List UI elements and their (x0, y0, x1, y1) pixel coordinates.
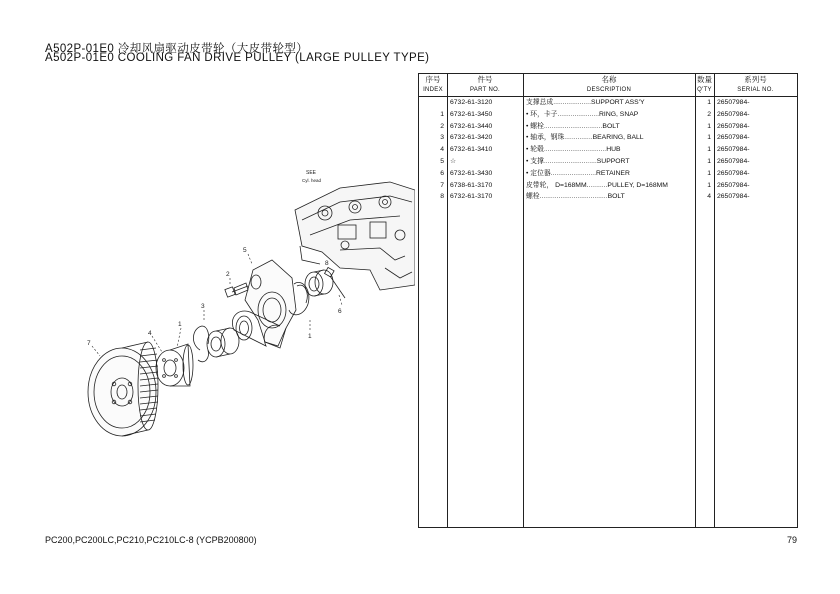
table-row: 5 ☆ • 支撑............................SUPPORT 1 26507984- (440, 158, 750, 165)
snap-ring-part-1-left (193, 326, 208, 362)
table-row: 8 6732-61-3170 螺栓....................................BOLT 4 26507984- (440, 193, 750, 201)
retainer-part-6 (305, 270, 333, 296)
page-title-en: A502P-01E0 COOLING FAN DRIVE PULLEY (LARGE PULLEY TYPE) (45, 52, 430, 64)
bearing-part-3 (207, 328, 239, 357)
table-row: 4 6732-61-3410 • 轮毂.................................HUB 1 26507984- (440, 146, 750, 154)
callout-1-right: 1 (308, 333, 312, 340)
callout-8: 8 (325, 260, 329, 267)
callout-1-left: 1 (178, 321, 182, 328)
column-header-part-no: 件号 PART NO. (469, 75, 501, 93)
callout-2: 2 (226, 271, 230, 278)
column-header-qty: 数量 Q'TY (697, 75, 712, 93)
table-row: 2 6732-61-3440 • 螺栓...............................BOLT 1 26507984- (440, 122, 750, 130)
bolt-part-2 (225, 283, 248, 297)
column-header-description: 名称 DESCRIPTION (586, 75, 632, 93)
leader-lines (92, 254, 342, 356)
table-row: 6732-61-3120 支撑总成....................SUPPORT ASS'Y 1 26507984- (450, 99, 750, 106)
table-row: 3 6732-61-3420 • 轴承，钢珠...............BEARING, BALL 1 26507984- (440, 134, 750, 142)
hub-part-4 (156, 344, 193, 386)
model-footer: PC200,PC200LC,PC210,PC210LC-8 (YCPB200800) (45, 535, 257, 545)
column-header-serial: 系列号 SERIAL NO. (737, 75, 774, 93)
callout-5: 5 (243, 247, 247, 254)
exploded-parts-diagram (40, 160, 415, 500)
see-reference-sublabel: Cyl. head (302, 178, 322, 183)
callout-7: 7 (87, 340, 91, 347)
callout-4: 4 (148, 330, 152, 337)
table-row: 7 6738-61-3170 皮带轮， D=168MM...........PULLEY, D=168MM 1 26507984- (440, 181, 750, 189)
parts-table (418, 73, 798, 528)
callout-6: 6 (338, 308, 342, 315)
engine-block-illustration (295, 182, 415, 290)
page-number: 79 (787, 535, 798, 545)
page-title-cn: A502P-01E0 冷却风扇驱动皮带轮（大皮带轮型） (45, 43, 309, 55)
table-row: 6 6732-61-3430 • 定位器........................RETAINER 1 26507984- (440, 169, 750, 177)
table-row: 1 6732-61-3450 • 环，卡子......................RING, SNAP 2 26507984- (440, 110, 750, 118)
pulley-part-7 (88, 342, 158, 436)
callout-3: 3 (201, 303, 205, 310)
support-bracket-part-5 (245, 260, 296, 348)
column-header-index: 序号 INDEX (423, 75, 443, 93)
see-reference-label: SEE (306, 170, 317, 176)
